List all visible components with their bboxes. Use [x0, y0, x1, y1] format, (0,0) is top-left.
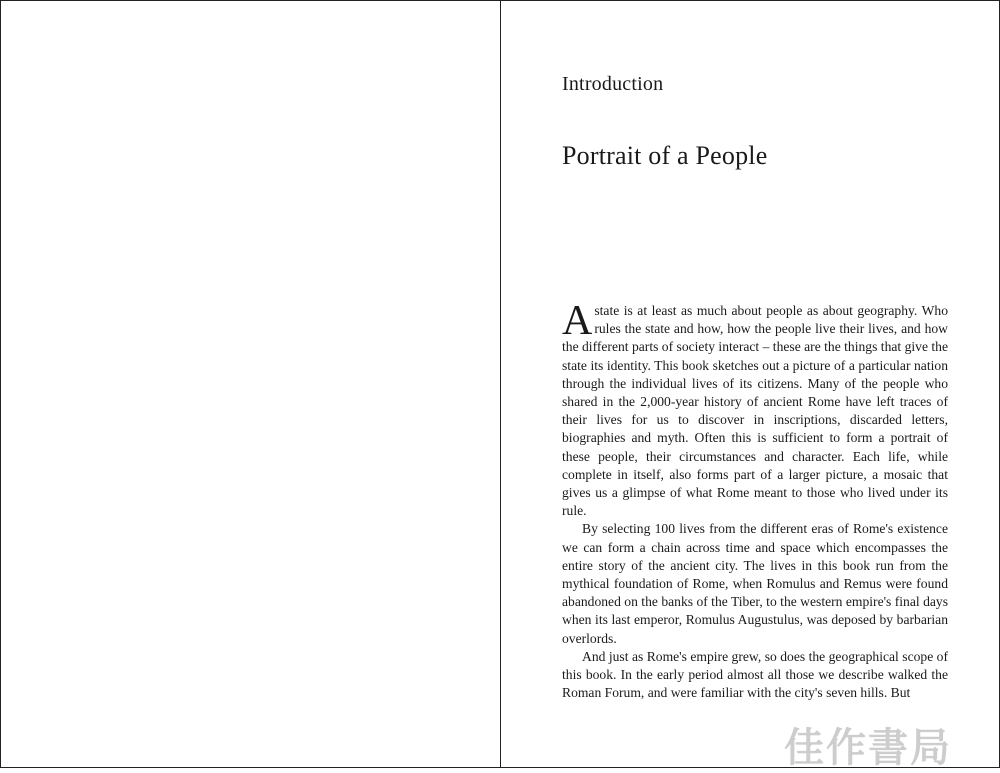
paragraph-1	[562, 298, 948, 520]
paragraph-3: And just as Rome's empire grew, so does the geographical scope of this book. In the early period almost all those we describe walked the Roman Forum, and were familiar with the city's seven hills. But	[562, 648, 948, 701]
body-text	[562, 298, 948, 702]
publisher-watermark: 佳作書局	[784, 725, 952, 771]
left-page-blank	[1, 1, 501, 767]
paragraph-1-text: state is at least as much about people as about geography. Who rules the state and how, how the people live their lives, and how the different parts of society interact – these are the things that give the state its identity. This book sketches out a picture of a particular nation through the individual lives of its citizens. Many of the people who shared in the 2,000-year history of ancient Rome have left traces of their lives for us to discover in inscriptions, discarded letters, biographies and myth. Often this is sufficient to form a portrait of these people, their circumstances and character. Each life, while complete in itself, also forms part of a larger picture, a mosaic that gives us a glimpse of what Rome meant to those who lived under its rule.	[562, 303, 948, 519]
chapter-label: Introduction	[562, 73, 664, 95]
right-page	[501, 1, 999, 767]
paragraph-2: By selecting 100 lives from the different eras of Rome's existence we can form a chain across time and space which encompasses the entire story of the ancient city. The lives in this book run from the mythical foundation of Rome, when Romulus and Remus were found abandoned on the banks of the Tiber, to the western empire's final days when its last emperor, Romulus Augustulus, was deposed by barbarian overlords.	[562, 521, 948, 646]
chapter-title: Portrait of a People	[562, 141, 768, 170]
drop-cap: A	[562, 298, 593, 344]
